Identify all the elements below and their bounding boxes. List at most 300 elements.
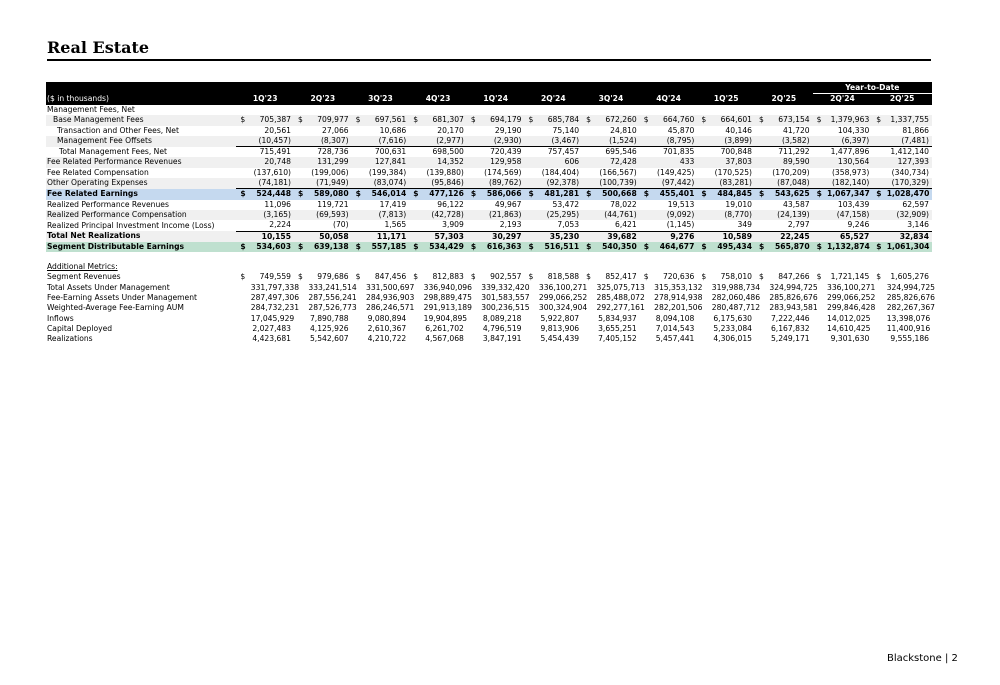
table-cell: (74,181) xyxy=(251,178,294,189)
table-cell: (25,295) xyxy=(539,210,582,220)
table-cell: (7,813) xyxy=(366,210,409,220)
table-cell: (42,728) xyxy=(424,210,467,220)
table-cell xyxy=(769,105,812,115)
table-cell: (7,481) xyxy=(887,136,932,147)
dollar-sign xyxy=(467,210,481,220)
dollar-sign: $ xyxy=(701,272,707,282)
dollar-sign xyxy=(294,200,308,210)
dollar-sign xyxy=(697,200,711,210)
dollar-sign xyxy=(236,210,250,220)
period-header: 1Q'23 xyxy=(236,94,294,106)
dollar-sign xyxy=(409,334,423,344)
row-label: Segment Distributable Earnings xyxy=(46,242,236,252)
table-cell: 49,967 xyxy=(494,199,522,209)
dollar-sign xyxy=(524,231,538,242)
table-cell: 22,245 xyxy=(769,231,812,242)
dollar-sign xyxy=(872,210,886,220)
header-band-spacer xyxy=(46,82,813,94)
dollar-sign xyxy=(467,168,481,178)
table-cell: 818,588 xyxy=(547,272,580,282)
table-cell: 1,067,347 xyxy=(827,189,872,200)
dollar-sign: $ xyxy=(240,272,246,282)
dollar-sign xyxy=(813,200,827,210)
dollar-sign xyxy=(236,157,250,167)
dollar-sign xyxy=(236,126,250,136)
table-row xyxy=(46,231,932,242)
table-cell: 4,567,068 xyxy=(425,334,464,344)
dollar-sign xyxy=(755,126,769,136)
table-row xyxy=(46,168,932,178)
dollar-sign xyxy=(409,220,423,231)
table-cell: 336,940,096 xyxy=(423,282,472,292)
table-cell: 4,306,015 xyxy=(713,334,752,344)
table-cell: 284,732,231 xyxy=(250,303,300,313)
table-cell: 681,307 xyxy=(424,115,467,125)
dollar-sign xyxy=(524,126,538,136)
dollar-sign xyxy=(813,147,827,158)
table-cell: (358,973) xyxy=(831,167,870,177)
dollar-sign xyxy=(352,147,366,158)
dollar-sign: $ xyxy=(816,272,822,282)
table-cell xyxy=(481,105,524,115)
table-cell: 758,010 xyxy=(720,272,752,282)
period-header: 2Q'25 xyxy=(872,94,932,106)
table-cell: 757,457 xyxy=(547,147,580,157)
dollar-sign: $ xyxy=(872,242,886,252)
dollar-sign xyxy=(813,334,827,344)
dollar-sign xyxy=(352,200,366,210)
table-row xyxy=(46,324,932,334)
table-cell: 2,193 xyxy=(481,220,524,231)
dollar-sign: $ xyxy=(524,189,538,200)
dollar-sign xyxy=(582,147,596,158)
table-cell: 324,994,725 xyxy=(769,282,818,292)
table-cell: 589,080 xyxy=(308,189,351,200)
dollar-sign xyxy=(467,105,481,115)
period-header: 2Q'24 xyxy=(813,94,873,106)
dollar-sign xyxy=(409,126,423,136)
dollar-sign: $ xyxy=(872,189,886,200)
table-cell: 720,636 xyxy=(662,272,695,282)
table-cell: 9,080,894 xyxy=(367,313,407,323)
table-cell: (1,145) xyxy=(654,220,697,231)
table-cell: 715,491 xyxy=(259,147,291,157)
table-cell: 280,487,712 xyxy=(711,303,761,313)
dollar-sign xyxy=(755,210,769,220)
dollar-sign xyxy=(236,200,250,210)
dollar-sign: $ xyxy=(409,189,423,200)
table-cell: 29,190 xyxy=(494,125,522,135)
dollar-sign xyxy=(524,324,538,334)
table-cell: (137,610) xyxy=(253,167,291,177)
dollar-sign xyxy=(409,168,423,178)
table-cell: (10,457) xyxy=(251,136,294,147)
table-cell: 333,241,514 xyxy=(308,282,357,292)
table-cell: (7,616) xyxy=(366,136,409,147)
row-label: Fee Related Compensation xyxy=(47,167,149,177)
table-cell: 41,720 xyxy=(783,125,810,135)
row-label: Total Net Realizations xyxy=(46,231,236,242)
table-cell: 3,655,251 xyxy=(598,323,637,333)
dollar-sign xyxy=(872,220,886,231)
dollar-sign xyxy=(294,147,308,158)
dollar-sign: $ xyxy=(813,115,827,125)
table-cell: 301,583,557 xyxy=(481,293,530,303)
table-row xyxy=(46,242,932,252)
dollar-sign: $ xyxy=(640,242,654,252)
period-header: 2Q'24 xyxy=(524,94,582,106)
dollar-sign xyxy=(409,324,423,334)
dollar-sign: $ xyxy=(524,242,538,252)
dollar-sign xyxy=(755,168,769,178)
dollar-sign xyxy=(813,168,827,178)
table-cell: 673,154 xyxy=(769,115,812,125)
dollar-sign: $ xyxy=(586,272,591,282)
dollar-sign xyxy=(409,314,423,324)
ytd-header: Year-to-Date xyxy=(813,82,932,94)
dollar-sign xyxy=(697,147,711,158)
table-cell: 75,140 xyxy=(552,125,580,135)
table-cell: 664,760 xyxy=(654,115,697,125)
table-cell: 1,477,896 xyxy=(830,147,870,157)
table-row xyxy=(46,303,932,313)
table-cell: 2,610,367 xyxy=(367,323,407,333)
table-cell: 4,796,519 xyxy=(482,323,522,333)
dollar-sign xyxy=(697,168,711,178)
dollar-sign xyxy=(467,334,481,344)
table-cell: 847,266 xyxy=(778,272,810,282)
table-cell: 586,066 xyxy=(481,189,524,200)
table-row xyxy=(46,334,932,344)
table-cell: 17,419 xyxy=(379,199,407,209)
table-cell: 1,379,963 xyxy=(827,115,872,125)
table-cell: 694,179 xyxy=(481,115,524,125)
dollar-sign xyxy=(236,105,250,115)
spacer-row xyxy=(46,252,932,262)
table-cell: 534,603 xyxy=(251,242,294,252)
table-cell: 2,224 xyxy=(251,220,294,231)
dollar-sign xyxy=(755,200,769,210)
dollar-sign xyxy=(755,314,769,324)
dollar-sign xyxy=(755,220,769,231)
table-cell: (100,739) xyxy=(597,178,640,189)
dollar-sign xyxy=(582,324,596,334)
dollar-sign xyxy=(352,178,366,189)
dollar-sign xyxy=(872,157,886,167)
dollar-sign: $ xyxy=(640,189,654,200)
row-label: Capital Deployed xyxy=(47,323,113,333)
row-label: Realized Performance Revenues xyxy=(47,199,169,209)
table-cell: 7,222,446 xyxy=(770,313,810,323)
table-row xyxy=(46,126,932,136)
table-cell: 278,914,938 xyxy=(654,293,703,303)
dollar-sign: $ xyxy=(640,115,654,125)
dollar-sign xyxy=(697,157,711,167)
dollar-sign xyxy=(697,178,711,189)
dollar-sign xyxy=(755,334,769,344)
dollar-sign xyxy=(236,324,250,334)
dollar-sign xyxy=(467,324,481,334)
table-cell: 129,958 xyxy=(481,157,524,167)
dollar-sign xyxy=(582,136,596,147)
table-cell: (83,281) xyxy=(712,178,755,189)
table-cell: (166,567) xyxy=(599,167,637,177)
dollar-sign xyxy=(640,147,654,158)
period-header: 3Q'23 xyxy=(352,94,410,106)
dollar-sign: $ xyxy=(294,115,308,125)
table-cell: 1,605,276 xyxy=(890,272,929,282)
dollar-sign xyxy=(467,178,481,189)
table-cell: 8,094,108 xyxy=(655,313,695,323)
table-cell: 10,155 xyxy=(251,231,294,242)
table-cell: 6,421 xyxy=(597,220,640,231)
row-label: Weighted-Average Fee-Earning AUM xyxy=(47,303,184,313)
dollar-sign: $ xyxy=(876,272,882,282)
dollar-sign: $ xyxy=(813,242,827,252)
dollar-sign xyxy=(697,324,711,334)
table-cell: 700,848 xyxy=(720,147,752,157)
table-cell: (97,442) xyxy=(654,178,697,189)
period-header: 4Q'24 xyxy=(640,94,698,106)
row-label: Realized Performance Compensation xyxy=(46,210,236,220)
dollar-sign: $ xyxy=(467,242,481,252)
table-cell: 847,456 xyxy=(374,272,407,282)
table-cell: (47,158) xyxy=(827,210,872,220)
table-cell: 7,890,788 xyxy=(309,313,349,323)
table-cell: 300,236,515 xyxy=(481,303,530,313)
table-row xyxy=(46,200,932,210)
dollar-sign xyxy=(409,157,423,167)
dollar-sign xyxy=(409,147,423,158)
dollar-sign xyxy=(236,220,250,231)
table-cell: 287,526,773 xyxy=(308,303,357,313)
dollar-sign xyxy=(236,293,250,303)
table-cell: 1,565 xyxy=(366,220,409,231)
table-cell: 11,171 xyxy=(366,231,409,242)
dollar-sign xyxy=(813,231,827,242)
dollar-sign: $ xyxy=(582,115,596,125)
dollar-sign xyxy=(872,178,886,189)
table-cell: (3,165) xyxy=(251,210,294,220)
table-cell xyxy=(539,105,582,115)
table-cell: (8,770) xyxy=(712,210,755,220)
table-cell: (83,074) xyxy=(366,178,409,189)
additional-metrics-cell xyxy=(46,262,236,272)
table-cell: (2,930) xyxy=(481,136,524,147)
financial-table xyxy=(46,82,935,345)
table-cell: 728,736 xyxy=(317,147,349,157)
table-cell: 284,936,903 xyxy=(366,293,415,303)
dollar-sign xyxy=(582,126,596,136)
dollar-sign xyxy=(640,178,654,189)
table-cell: (2,977) xyxy=(424,136,467,147)
dollar-sign: $ xyxy=(355,272,361,282)
dollar-sign xyxy=(640,157,654,167)
dollar-sign xyxy=(467,136,481,147)
dollar-sign xyxy=(352,210,366,220)
table-cell: (3,582) xyxy=(769,136,812,147)
table-cell: 639,138 xyxy=(308,242,351,252)
table-row xyxy=(46,136,932,147)
dollar-sign xyxy=(582,200,596,210)
dollar-sign: $ xyxy=(582,189,596,200)
table-cell: 336,100,271 xyxy=(827,282,876,292)
table-cell: 24,810 xyxy=(610,125,637,135)
table-cell: 37,803 xyxy=(712,157,755,167)
dollar-sign: $ xyxy=(643,272,649,282)
table-cell: 4,423,681 xyxy=(252,334,291,344)
dollar-sign: $ xyxy=(758,272,764,282)
table-cell: 1,337,755 xyxy=(887,115,932,125)
table-cell: 5,834,937 xyxy=(598,313,637,323)
table-cell: (89,762) xyxy=(481,178,524,189)
table-cell: 695,546 xyxy=(605,147,637,157)
dollar-sign xyxy=(294,157,308,167)
table-cell: 339,332,420 xyxy=(481,282,530,292)
table-cell: 282,060,486 xyxy=(711,293,761,303)
table-cell: 287,497,306 xyxy=(250,293,300,303)
dollar-sign xyxy=(236,303,250,313)
table-cell: 65,527 xyxy=(827,231,872,242)
table-cell: 78,022 xyxy=(610,199,637,209)
dollar-sign: $ xyxy=(467,189,481,200)
table-cell: 315,353,132 xyxy=(654,282,703,292)
table-cell: 282,201,506 xyxy=(654,303,703,313)
dollar-sign: $ xyxy=(294,189,308,200)
period-header: 1Q'24 xyxy=(467,94,525,106)
dollar-sign xyxy=(582,334,596,344)
table-cell: 5,457,441 xyxy=(655,334,695,344)
table-cell: 565,870 xyxy=(769,242,812,252)
table-cell: (6,397) xyxy=(827,136,872,147)
dollar-sign xyxy=(872,147,886,158)
dollar-sign xyxy=(872,314,886,324)
table-cell: 282,267,367 xyxy=(886,303,935,313)
dollar-sign xyxy=(582,105,596,115)
dollar-sign xyxy=(294,314,308,324)
dollar-sign xyxy=(640,168,654,178)
dollar-sign xyxy=(697,231,711,242)
table-cell: 13,398,076 xyxy=(886,313,931,323)
dollar-sign xyxy=(467,147,481,158)
table-cell: 2,797 xyxy=(769,220,812,231)
dollar-sign xyxy=(872,168,886,178)
table-cell: 10,589 xyxy=(712,231,755,242)
dollar-sign xyxy=(352,231,366,242)
table-cell: (170,525) xyxy=(714,167,752,177)
table-cell xyxy=(712,105,755,115)
table-cell: 540,350 xyxy=(597,242,640,252)
table-cell: 292,277,161 xyxy=(596,303,645,313)
table-cell: (199,006) xyxy=(311,167,349,177)
dollar-sign xyxy=(524,220,538,231)
table-cell: 285,826,676 xyxy=(886,293,935,303)
table-cell: 32,834 xyxy=(887,231,932,242)
row-label: Fee-Earning Assets Under Management xyxy=(47,293,197,303)
table-cell: 5,542,607 xyxy=(309,334,349,344)
dollar-sign xyxy=(872,105,886,115)
table-cell: 685,784 xyxy=(539,115,582,125)
table-cell: 324,994,725 xyxy=(886,282,935,292)
table-cell: 17,045,929 xyxy=(250,313,295,323)
dollar-sign xyxy=(813,314,827,324)
dollar-sign xyxy=(697,136,711,147)
dollar-sign: $ xyxy=(528,272,534,282)
dollar-sign: $ xyxy=(297,272,303,282)
table-cell: 19,904,895 xyxy=(423,313,468,323)
table-cell: 336,100,271 xyxy=(538,282,588,292)
row-label: Inflows xyxy=(47,313,74,323)
table-cell: 331,500,697 xyxy=(366,282,415,292)
table-cell: 50,058 xyxy=(308,231,351,242)
dollar-sign xyxy=(640,231,654,242)
table-cell: 720,439 xyxy=(490,147,522,157)
table-cell: 5,233,084 xyxy=(713,323,752,333)
table-cell: 298,889,475 xyxy=(423,293,472,303)
dollar-sign xyxy=(813,136,827,147)
dollar-sign xyxy=(467,126,481,136)
dollar-sign xyxy=(294,136,308,147)
dollar-sign xyxy=(640,210,654,220)
dollar-sign xyxy=(467,200,481,210)
dollar-sign xyxy=(294,220,308,231)
table-cell: 30,297 xyxy=(481,231,524,242)
table-cell: (9,092) xyxy=(654,210,697,220)
table-cell: (69,593) xyxy=(308,210,351,220)
title-rule xyxy=(47,59,931,61)
table-cell: 11,096 xyxy=(264,199,291,209)
units-label: ($ in thousands) xyxy=(46,94,236,106)
dollar-sign xyxy=(755,178,769,189)
table-cell: 616,363 xyxy=(481,242,524,252)
dollar-sign xyxy=(640,200,654,210)
table-row xyxy=(46,189,932,200)
additional-metrics-row xyxy=(46,262,932,272)
table-cell: 285,826,676 xyxy=(769,293,818,303)
footer-page-label: Blackstone | 2 xyxy=(887,653,958,664)
table-cell: 10,686 xyxy=(379,125,407,135)
dollar-sign: $ xyxy=(813,189,827,200)
dollar-sign xyxy=(813,220,827,231)
table-cell: 852,417 xyxy=(605,272,637,282)
row-label: Realizations xyxy=(47,334,93,344)
table-cell: 534,429 xyxy=(424,242,467,252)
table-cell: 979,686 xyxy=(317,272,349,282)
dollar-sign xyxy=(352,157,366,167)
dollar-sign: $ xyxy=(352,242,366,252)
table-cell xyxy=(827,105,872,115)
dollar-sign xyxy=(409,105,423,115)
table-cell: (149,425) xyxy=(657,167,695,177)
table-cell: (8,795) xyxy=(654,136,697,147)
dollar-sign xyxy=(467,157,481,167)
table-cell: 299,066,252 xyxy=(827,293,876,303)
table-cell: 500,668 xyxy=(597,189,640,200)
table-cell: 1,028,470 xyxy=(887,189,932,200)
table-cell: 300,324,904 xyxy=(538,303,588,313)
table-cell: 11,400,916 xyxy=(886,323,931,333)
table-cell: 3,847,191 xyxy=(482,334,522,344)
table-row xyxy=(46,157,932,167)
period-header: 3Q'24 xyxy=(582,94,640,106)
table-cell: 14,012,025 xyxy=(827,313,871,323)
table-cell: 9,555,186 xyxy=(890,334,929,344)
dollar-sign xyxy=(352,314,366,324)
dollar-sign xyxy=(697,220,711,231)
table-cell: (71,949) xyxy=(308,178,351,189)
table-cell: 43,587 xyxy=(783,199,810,209)
dollar-sign xyxy=(640,324,654,334)
